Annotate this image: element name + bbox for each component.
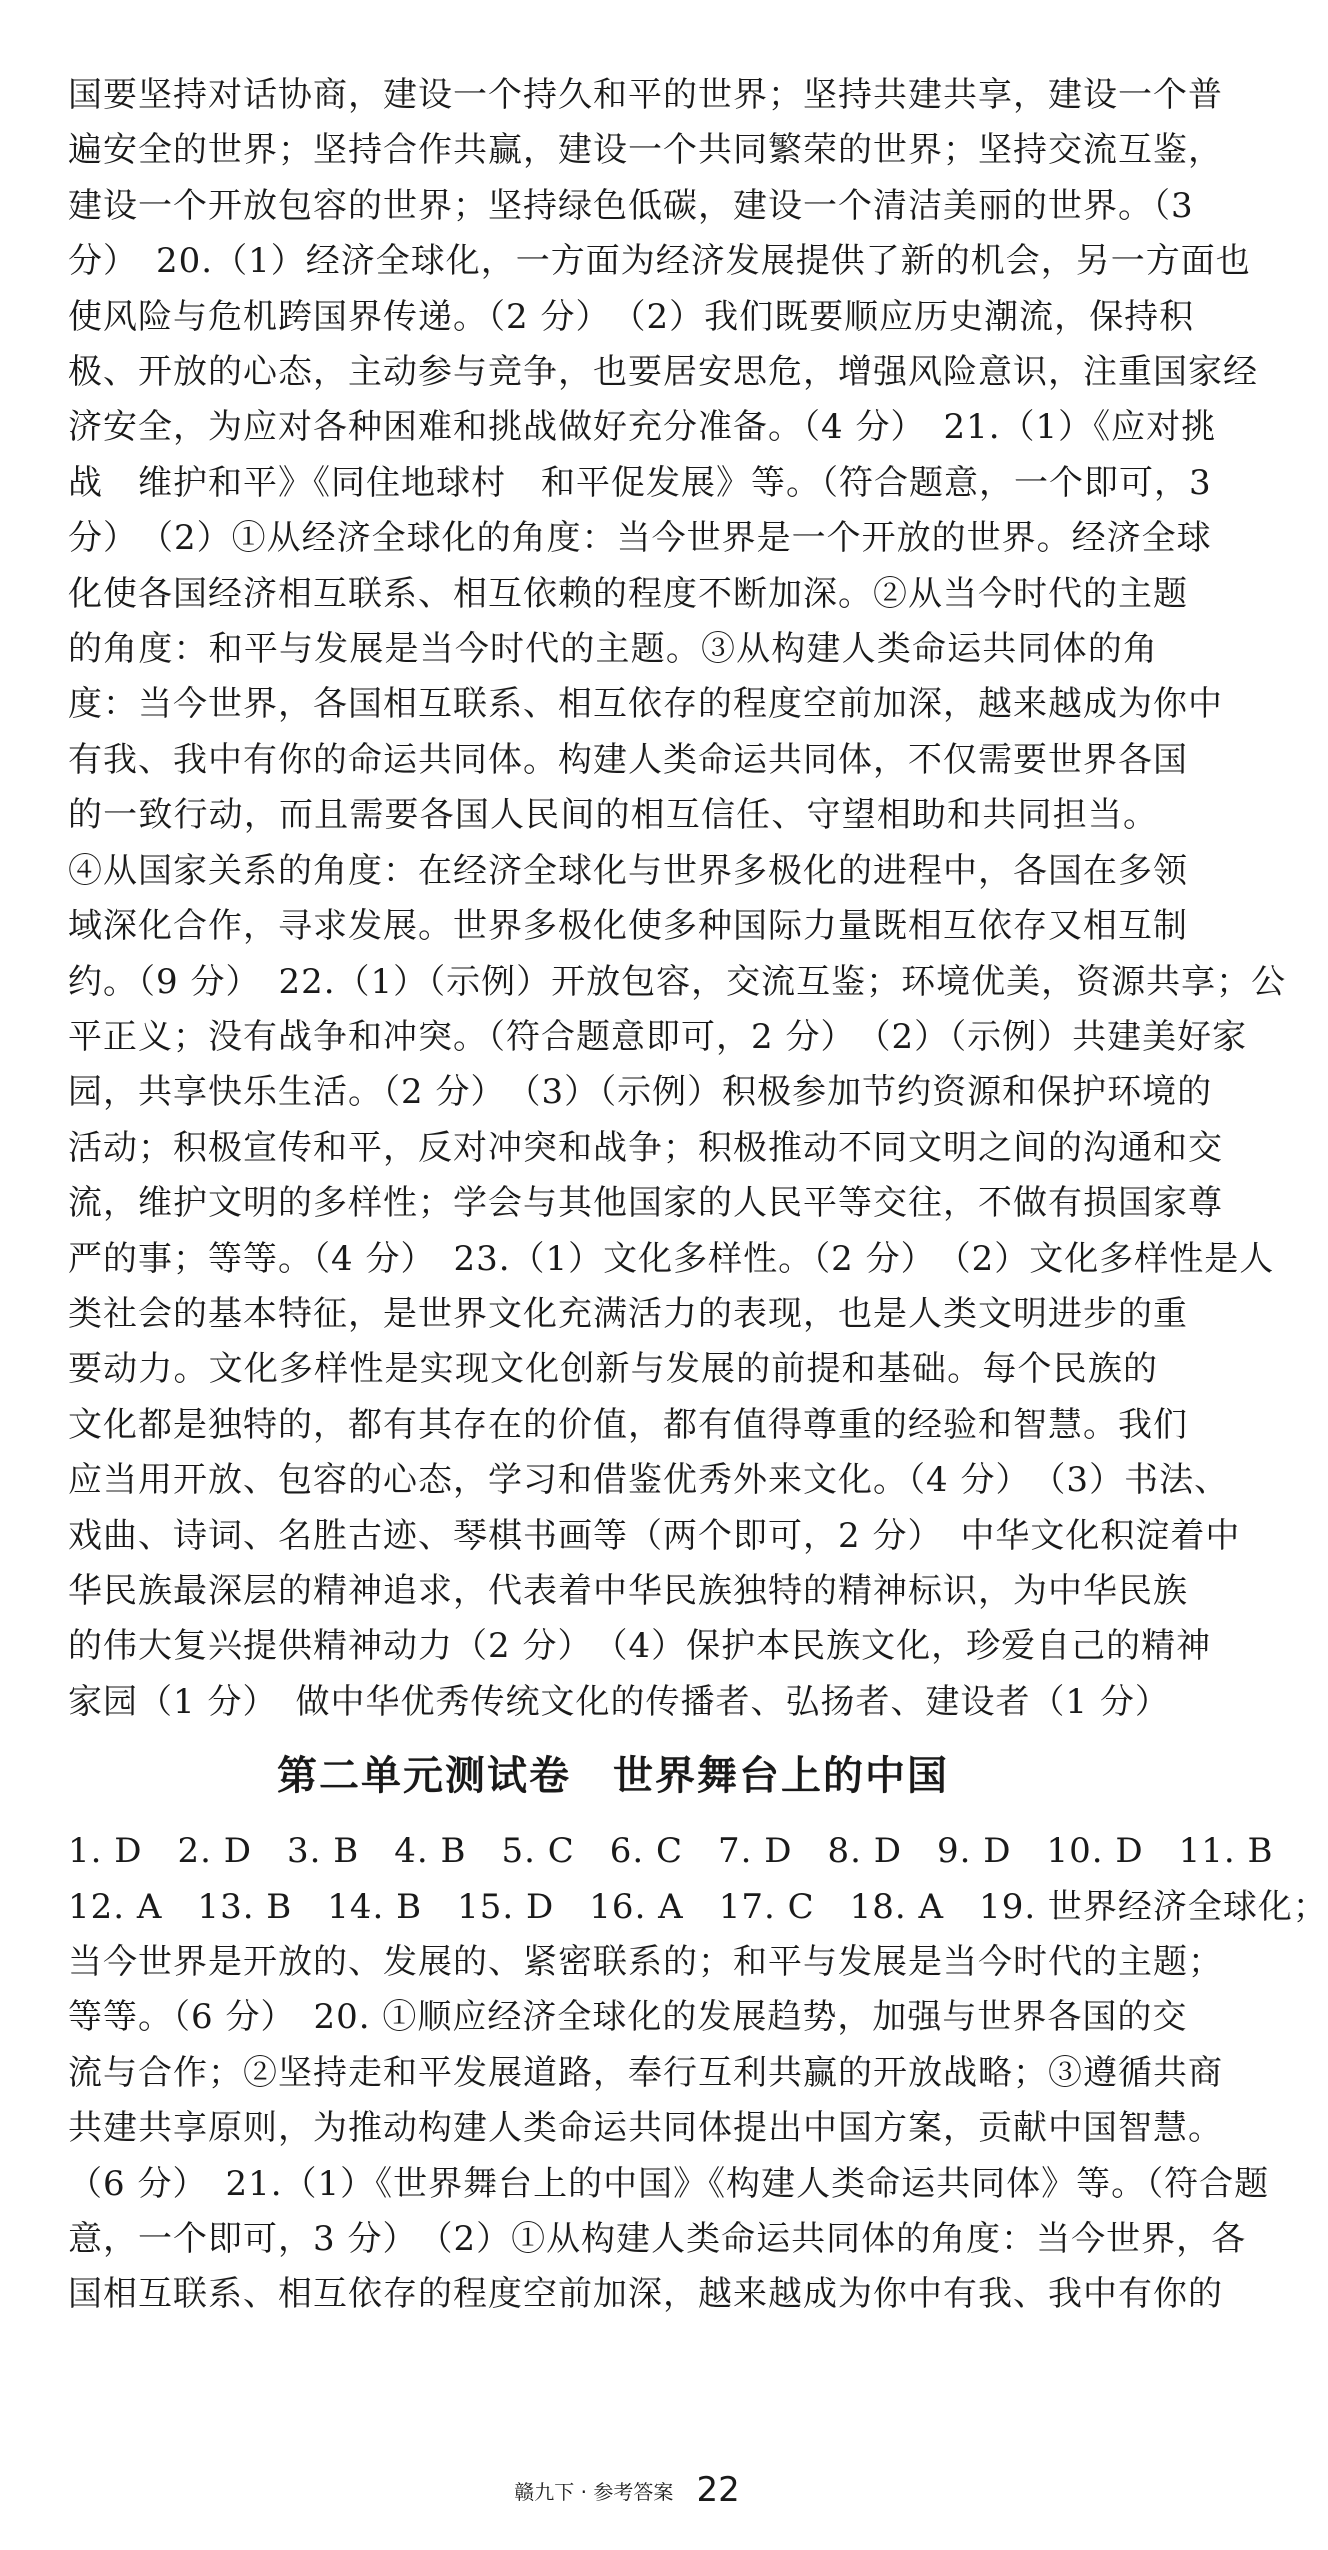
unit-one-answers — [68, 68, 1287, 1730]
text-line: 应当用开放、包容的心态，学习和借鉴优秀外来文化。（4 分） （3）书法、 — [68, 1460, 1230, 1501]
text-line: 要动力。文化多样性是实现文化创新与发展的前提和基础。每个民族的 — [68, 1349, 1158, 1390]
text-line: 国要坚持对话协商，建设一个持久和平的世界；坚持共建共享，建设一个普 — [68, 75, 1223, 115]
text-line: 意，一个即可，3 分） （2）①从构建人类命运共同体的角度：当今世界，各 — [68, 2219, 1247, 2260]
text-line: 的一致行动，而且需要各国人民间的相互信任、守望相助和共同担当。 — [68, 795, 1158, 836]
answer-page — [68, 68, 1328, 2323]
text-line: 当今世界是开放的、发展的、紧密联系的；和平与发展是当今时代的主题； — [68, 1942, 1223, 1982]
text-line: 活动；积极宣传和平，反对冲突和战争；积极推动不同文明之间的沟通和交 — [68, 1127, 1223, 1168]
text-line: 12. A 13. B 14. B 15. D 16. A 17. C 18. A 19. 世界经济全球化； — [68, 1886, 1328, 1927]
text-line: 遍安全的世界；坚持合作共赢，建设一个共同繁荣的世界；坚持交流互鉴， — [68, 130, 1223, 171]
text-line: 分） （2）①从经济全球化的角度：当今世界是一个开放的世界。经济全球 — [68, 518, 1212, 559]
text-line: 流与合作；②坚持走和平发展道路，奉行互利共赢的开放战略；③遵循共商 — [68, 2052, 1223, 2093]
text-line: 类社会的基本特征，是世界文化充满活力的表现，也是人类文明进步的重 — [68, 1293, 1188, 1334]
text-line: 平正义；没有战争和冲突。（符合题意即可，2 分） （2）（示例）共建美好家 — [68, 1016, 1248, 1057]
text-line: 域深化合作，寻求发展。世界多极化使多种国际力量既相互依存又相互制 — [68, 906, 1188, 947]
text-line: 园，共享快乐生活。（2 分） （3）（示例）积极参加节约资源和保护环境的 — [68, 1072, 1213, 1113]
text-line: （6 分） 21.（1）《世界舞台上的中国》《构建人类命运共同体》等。（符合题 — [68, 2163, 1270, 2204]
text-line: 化使各国经济相互联系、相互依赖的程度不断加深。②从当今时代的主题 — [68, 573, 1188, 614]
unit-two-answers — [68, 1824, 1328, 2323]
text-line: 的伟大复兴提供精神动力（2 分） （4）保护本民族文化，珍爱自己的精神 — [68, 1626, 1212, 1667]
text-line: 建设一个开放包容的世界；坚持绿色低碳，建设一个清洁美丽的世界。（3 — [68, 185, 1194, 226]
text-line: 济安全，为应对各种困难和挑战做好充分准备。（4 分） 21.（1）《应对挑 — [68, 407, 1217, 448]
text-line: 严的事；等等。（4 分） 23.（1）文化多样性。（2 分） （2）文化多样性是人 — [68, 1238, 1275, 1279]
text-line: 1. D 2. D 3. B 4. B 5. C 6. C 7. D 8. D 9. D 10. D 11. B — [68, 1831, 1274, 1872]
text-line: 华民族最深层的精神追求，代表着中华民族独特的精神标识，为中华民族 — [68, 1570, 1188, 1611]
text-line: 戏曲、诗词、名胜古迹、琴棋书画等（两个即可，2 分） 中华文化积淀着中 — [68, 1515, 1241, 1556]
page-number: 22 — [696, 2470, 740, 2510]
text-line: ④从国家关系的角度：在经济全球化与世界多极化的进程中，各国在多领 — [68, 850, 1188, 891]
text-line: 流，维护文明的多样性；学会与其他国家的人民平等交往，不做有损国家尊 — [68, 1183, 1223, 1224]
text-line: 分） 20.（1）经济全球化，一方面为经济发展提供了新的机会，另一方面也 — [68, 241, 1251, 282]
text-line: 极、开放的心态，主动参与竞争，也要居安思危，增强风险意识，注重国家经 — [68, 352, 1258, 393]
text-line: 文化都是独特的，都有其存在的价值，都有值得尊重的经验和智慧。我们 — [68, 1404, 1188, 1445]
section-title: 第二单元测试卷 世界舞台上的中国 — [277, 1753, 949, 1800]
text-line: 共建共享原则，为推动构建人类命运共同体提出中国方案，贡献中国智慧。 — [68, 2108, 1223, 2149]
text-line: 度：当今世界，各国相互联系、相互依存的程度空前加深，越来越成为你中 — [68, 684, 1223, 725]
text-line: 有我、我中有你的命运共同体。构建人类命运共同体，不仅需要世界各国 — [68, 739, 1188, 780]
page-footer — [0, 2470, 1254, 2510]
text-line: 等等。（6 分） 20. ①顺应经济全球化的发展趋势，加强与世界各国的交 — [68, 1997, 1188, 2038]
text-line: 家园（1 分） 做中华优秀传统文化的传播者、弘扬者、建设者（1 分） — [68, 1681, 1170, 1722]
text-line: 的角度：和平与发展是当今时代的主题。③从构建人类命运共同体的角 — [68, 629, 1158, 670]
text-line: 约。（9 分） 22.（1）（示例）开放包容，交流互鉴；环境优美，资源共享；公 — [68, 961, 1287, 1002]
text-line: 国相互联系、相互依存的程度空前加深，越来越成为你中有我、我中有你的 — [68, 2274, 1223, 2315]
text-line: 战 维护和平》《同住地球村 和平促发展》等。（符合题意，一个即可，3 — [68, 462, 1212, 503]
footer-label: 赣九下 · 参考答案 — [514, 2479, 674, 2504]
text-line: 使风险与危机跨国界传递。（2 分） （2）我们既要顺应历史潮流，保持积 — [68, 296, 1195, 337]
